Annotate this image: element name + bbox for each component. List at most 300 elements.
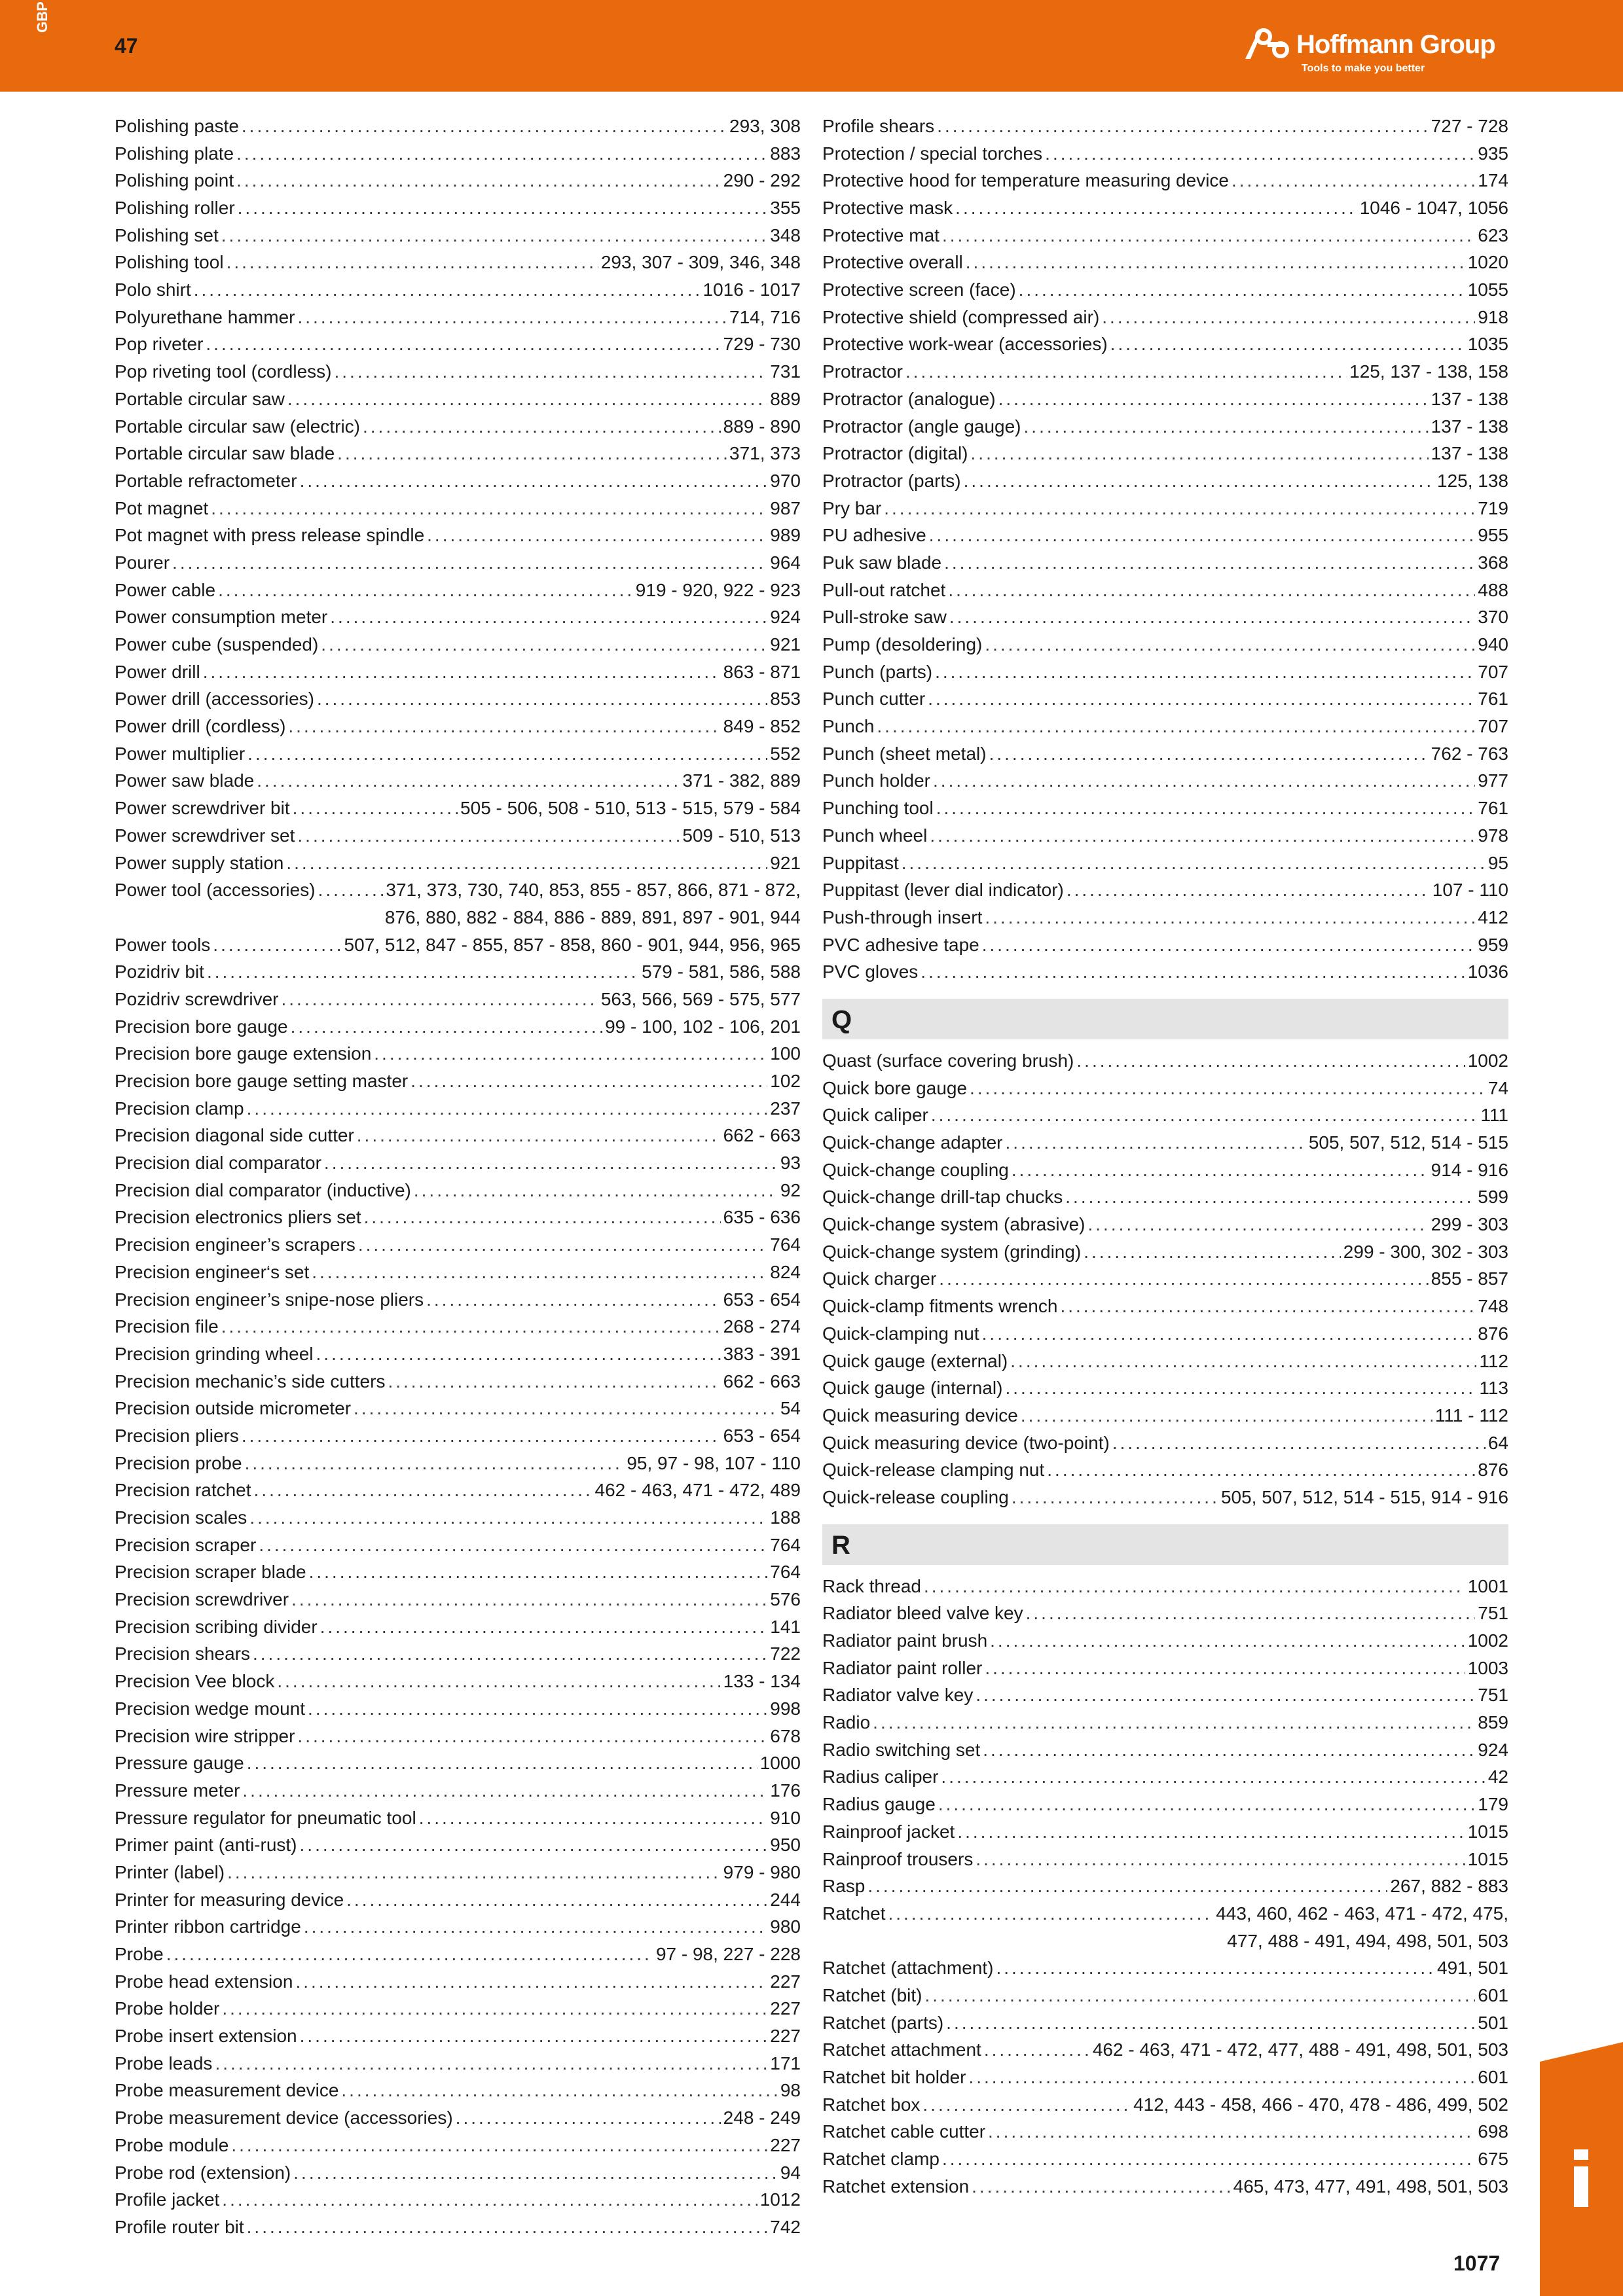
index-term: Probe insert extension	[115, 2026, 297, 2047]
index-pages: 42	[1487, 1767, 1508, 1787]
dot-leader	[259, 1532, 767, 1559]
index-entry	[822, 713, 1508, 740]
index-entry	[822, 904, 1508, 931]
index-pages: 1036	[1467, 961, 1508, 982]
logo-tagline: Tools to make you better	[1302, 63, 1425, 74]
index-pages: 94	[780, 2162, 801, 2183]
index-entry	[822, 113, 1508, 140]
index-entry	[822, 1954, 1508, 1982]
index-pages: 719	[1478, 497, 1508, 518]
index-term: Ratchet (parts)	[822, 2012, 944, 2033]
dot-leader	[286, 850, 767, 877]
index-term: Quick bore gauge	[822, 1077, 968, 1098]
index-term: Punch (parts)	[822, 661, 933, 682]
index-term: Pressure regulator for pneumatic tool	[115, 1807, 416, 1828]
index-pages: 635 - 636	[723, 1207, 801, 1228]
dot-leader	[1010, 1348, 1476, 1375]
dot-leader	[374, 1040, 767, 1067]
index-term: Protractor (parts)	[822, 470, 961, 491]
index-entry	[115, 2214, 801, 2241]
index-entry	[822, 958, 1508, 986]
dot-leader	[364, 1204, 721, 1231]
dot-leader	[957, 1818, 1465, 1846]
index-entry	[115, 1504, 801, 1532]
dot-leader	[221, 222, 768, 249]
dot-leader	[207, 958, 639, 986]
index-pages-continued: 477, 488 - 491, 494, 498, 501, 503	[1227, 1930, 1508, 1951]
index-term: Quick-change adapter	[822, 1132, 1003, 1153]
index-term: Pot magnet with press release spindle	[115, 525, 425, 546]
index-term: Precision probe	[115, 1452, 242, 1473]
index-entry	[115, 850, 801, 877]
index-term: Pull-out ratchet	[822, 579, 946, 600]
index-pages-continued: 876, 880, 882 - 884, 886 - 889, 891, 897 - 901, 944	[384, 906, 801, 927]
index-term: Portable circular saw	[115, 388, 285, 409]
index-term: Probe module	[115, 2134, 229, 2155]
index-term: Quick measuring device (two-point)	[822, 1432, 1110, 1453]
index-term: Pourer	[115, 552, 170, 573]
index-pages: 505, 507, 512, 514 - 515	[1308, 1132, 1508, 1153]
index-pages: 964	[770, 552, 801, 573]
index-pages: 853	[770, 689, 801, 709]
index-entry	[115, 1149, 801, 1177]
index-term: Ratchet cable cutter	[822, 2121, 986, 2142]
dot-leader	[985, 904, 1475, 931]
index-pages: 914 - 916	[1431, 1159, 1508, 1180]
index-pages: 576	[770, 1589, 801, 1610]
index-entry	[115, 1340, 801, 1368]
dot-leader	[1006, 1129, 1306, 1157]
dot-leader	[300, 1831, 768, 1859]
index-pages: 137 - 138	[1431, 443, 1508, 464]
index-entry	[115, 1368, 801, 1395]
dot-leader	[334, 358, 767, 386]
index-term: Protractor	[822, 361, 903, 382]
index-pages: 889 - 890	[723, 416, 801, 437]
index-entry	[822, 631, 1508, 658]
index-term: Power tool (accessories)	[115, 880, 316, 901]
index-entry	[115, 1968, 801, 1996]
index-term: Protractor (analogue)	[822, 388, 996, 409]
index-pages: 465, 473, 477, 491, 498, 501, 503	[1233, 2176, 1508, 2197]
dot-leader	[324, 1149, 778, 1177]
index-entry	[115, 876, 801, 904]
index-pages: 227	[770, 2026, 801, 2047]
dot-leader	[976, 1846, 1465, 1873]
index-entry	[822, 1681, 1508, 1709]
index-entry	[115, 1204, 801, 1232]
index-entry	[115, 113, 801, 140]
index-entry	[115, 1995, 801, 2022]
index-entry	[115, 140, 801, 168]
index-term: Quick-release coupling	[822, 1486, 1009, 1507]
dot-leader	[245, 1450, 625, 1477]
index-pages: 959	[1478, 934, 1508, 955]
index-entry	[115, 1450, 801, 1477]
dot-leader	[337, 440, 727, 467]
index-entry	[115, 713, 801, 740]
index-term: Quick-change drill-tap chucks	[822, 1187, 1063, 1208]
index-term: Ratchet bit holder	[822, 2067, 966, 2088]
index-pages: 579 - 581, 586, 588	[642, 961, 801, 982]
index-pages: 751	[1478, 1685, 1508, 1706]
index-pages: 675	[1478, 2149, 1508, 2170]
index-entry	[822, 386, 1508, 413]
index-pages: 141	[770, 1616, 801, 1637]
dot-leader	[297, 1723, 767, 1750]
index-pages: 1016 - 1017	[702, 279, 801, 300]
dot-leader	[1012, 1484, 1218, 1511]
index-term: Power cube (suspended)	[115, 634, 319, 655]
index-entry	[822, 222, 1508, 249]
index-term: Polishing tool	[115, 252, 224, 273]
index-entry	[115, 1613, 801, 1641]
index-term: Precision pliers	[115, 1425, 239, 1446]
index-pages: 764	[770, 1234, 801, 1255]
index-pages: 64	[1487, 1432, 1508, 1453]
dot-leader	[236, 167, 721, 194]
dot-leader	[935, 658, 1475, 686]
index-entry	[822, 768, 1508, 795]
index-pages: 1001	[1467, 1575, 1508, 1596]
index-pages: 299 - 303	[1431, 1214, 1508, 1235]
index-entry	[115, 1723, 801, 1750]
dot-leader	[253, 1640, 767, 1668]
index-entry	[115, 249, 801, 276]
dot-leader	[1231, 167, 1475, 194]
index-entry	[115, 1013, 801, 1041]
index-term: Power consumption meter	[115, 607, 328, 628]
index-entry	[115, 1804, 801, 1832]
index-group-p	[822, 113, 1508, 986]
index-term: Rainproof jacket	[822, 1821, 955, 1842]
index-term: PVC gloves	[822, 961, 919, 982]
index-entry	[822, 2036, 1508, 2064]
index-pages: 552	[770, 743, 801, 764]
index-entry	[115, 1641, 801, 1668]
dot-leader	[985, 1655, 1465, 1682]
dot-leader	[888, 1900, 1214, 1928]
dot-leader	[971, 440, 1429, 467]
index-entry	[822, 795, 1508, 822]
index-pages: 99 - 100, 102 - 106, 201	[605, 1016, 801, 1037]
index-term: Precision wedge mount	[115, 1698, 306, 1719]
dot-leader	[215, 2050, 767, 2077]
index-pages: 977	[1478, 770, 1508, 791]
index-pages: 1012	[759, 2189, 801, 2210]
index-entry	[115, 194, 801, 222]
index-pages: 623	[1478, 224, 1508, 245]
index-entry	[822, 1764, 1508, 1791]
index-term: Protective work-wear (accessories)	[822, 334, 1108, 355]
dot-leader	[297, 822, 680, 850]
dot-leader	[254, 1477, 593, 1504]
index-pages: 107 - 110	[1432, 880, 1508, 901]
index-entry	[822, 2064, 1508, 2091]
index-entry	[115, 1122, 801, 1149]
index-term: Profile jacket	[115, 2189, 220, 2210]
dot-leader	[218, 577, 633, 604]
index-pages: 919 - 920, 922 - 923	[635, 579, 801, 600]
dot-leader	[1045, 140, 1475, 168]
index-term: Punch (sheet metal)	[822, 743, 987, 764]
index-entry	[115, 658, 801, 686]
index-term: Precision shears	[115, 1643, 250, 1664]
index-entry	[115, 440, 801, 467]
index-entry	[822, 1211, 1508, 1238]
logo	[1244, 27, 1506, 80]
index-pages: 653 - 654	[723, 1425, 801, 1446]
index-entry	[822, 194, 1508, 222]
dot-leader	[1005, 1374, 1476, 1402]
index-entry	[115, 1095, 801, 1122]
index-entry	[822, 140, 1508, 168]
index-entry	[822, 1456, 1508, 1484]
index-term: Portable refractometer	[115, 470, 297, 491]
dot-leader	[972, 2173, 1230, 2200]
index-pages: 111 - 112	[1434, 1405, 1508, 1426]
index-entry	[115, 1668, 801, 1695]
index-entry	[115, 1941, 801, 1968]
index-term: Ratchet box	[822, 2094, 921, 2115]
index-pages: 371 - 382, 889	[682, 770, 801, 791]
index-entry	[822, 2091, 1508, 2119]
index-entry	[115, 822, 801, 850]
index-entry	[115, 931, 801, 959]
index-term: Quick measuring device	[822, 1405, 1018, 1426]
index-pages: 137 - 138	[1431, 388, 1508, 409]
dot-leader	[410, 1067, 767, 1095]
index-pages: 491, 501	[1437, 1958, 1508, 1979]
dot-leader	[1060, 1293, 1475, 1320]
dot-leader	[877, 713, 1475, 740]
index-term: Precision outside micrometer	[115, 1398, 352, 1419]
dot-leader	[242, 1422, 721, 1450]
dot-leader	[247, 1095, 768, 1122]
index-term: Probe rod (extension)	[115, 2162, 291, 2183]
index-pages: 54	[780, 1398, 801, 1419]
index-term: Precision dial comparator	[115, 1153, 321, 1174]
index-term: Quick charger	[822, 1268, 937, 1289]
index-pages: 662 - 663	[723, 1125, 801, 1146]
index-pages: 299 - 300, 302 - 303	[1343, 1241, 1508, 1262]
dot-leader	[456, 2104, 721, 2132]
index-pages: 998	[770, 1698, 801, 1719]
dot-leader	[942, 2145, 1475, 2173]
dot-leader	[1087, 1211, 1428, 1238]
dot-leader	[1024, 413, 1429, 440]
dot-leader	[948, 577, 1475, 604]
index-term: Precision bore gauge setting master	[115, 1071, 409, 1092]
index-entry	[115, 2077, 801, 2105]
index-pages: 92	[780, 1179, 801, 1200]
index-term: Quick-release clamping nut	[822, 1460, 1045, 1480]
dot-leader	[998, 386, 1429, 413]
index-pages: 267, 882 - 883	[1390, 1876, 1508, 1897]
index-term: Precision grinding wheel	[115, 1343, 314, 1364]
index-entry	[115, 1695, 801, 1723]
index-term: Profile shears	[822, 115, 935, 136]
dot-leader	[213, 931, 341, 959]
index-pages: 727 - 728	[1431, 115, 1508, 136]
index-term: Probe head extension	[115, 1971, 293, 1992]
index-term: Polishing roller	[115, 198, 235, 219]
index-term: Quick-change coupling	[822, 1159, 1009, 1180]
index-pages: 227	[770, 1998, 801, 2019]
index-entry	[822, 1047, 1508, 1075]
index-term: Portable circular saw (electric)	[115, 416, 360, 437]
index-entry	[822, 1348, 1508, 1375]
index-term: Rack thread	[822, 1575, 921, 1596]
index-entry	[822, 1655, 1508, 1682]
dot-leader	[1047, 1456, 1475, 1484]
index-term: Profile router bit	[115, 2216, 244, 2237]
index-entry	[822, 822, 1508, 850]
dot-leader	[938, 1791, 1475, 1818]
index-pages: 601	[1478, 2067, 1508, 2088]
index-pages: 171	[770, 2053, 801, 2073]
index-pages: 174	[1478, 170, 1508, 191]
index-entry	[115, 2159, 801, 2187]
index-pages: 462 - 463, 471 - 472, 489	[594, 1480, 801, 1501]
index-entry	[822, 1818, 1508, 1846]
index-pages: 95, 97 - 98, 107 - 110	[627, 1452, 801, 1473]
index-entry	[822, 1157, 1508, 1184]
dot-leader	[388, 1368, 720, 1395]
dot-leader	[985, 631, 1475, 658]
index-entry	[822, 1293, 1508, 1320]
index-pages: 955	[1478, 525, 1508, 546]
index-term: Printer (label)	[115, 1861, 225, 1882]
index-pages: 348	[770, 224, 801, 245]
index-entry	[822, 931, 1508, 959]
dot-leader	[928, 685, 1475, 713]
dot-leader	[257, 767, 680, 795]
index-pages: 102	[770, 1071, 801, 1092]
index-term: Precision engineer’s snipe-nose pliers	[115, 1289, 424, 1310]
index-entry	[115, 603, 801, 631]
index-pages: 176	[770, 1780, 801, 1801]
index-pages: 601	[1478, 1984, 1508, 2005]
index-pages: 355	[770, 198, 801, 219]
index-term: Precision scribing divider	[115, 1616, 318, 1637]
index-term: Precision scales	[115, 1507, 247, 1528]
index-pages: 95	[1487, 852, 1508, 873]
index-entry	[822, 876, 1508, 904]
section-header-q	[822, 999, 1508, 1039]
index-entry	[822, 1600, 1508, 1627]
index-pages: 133 - 134	[723, 1671, 801, 1692]
index-pages: 599	[1478, 1187, 1508, 1208]
index-entry	[115, 1177, 801, 1204]
index-entry	[115, 1831, 801, 1859]
index-term: Precision scraper	[115, 1534, 257, 1555]
index-term: Protective shield (compressed air)	[822, 306, 1100, 327]
dot-leader	[312, 1259, 767, 1286]
index-entry	[115, 2132, 801, 2159]
index-term: Quick-change system (grinding)	[822, 1241, 1082, 1262]
dot-leader	[867, 1873, 1387, 1900]
index-entry	[822, 276, 1508, 304]
index-pages: 488	[1478, 579, 1508, 600]
index-pages: 1000	[759, 1753, 801, 1774]
index-term: Polishing paste	[115, 115, 239, 136]
index-entry	[822, 1075, 1508, 1102]
dot-leader	[1076, 1047, 1465, 1075]
index-term: Polishing plate	[115, 143, 234, 164]
index-entry	[115, 167, 801, 194]
index-entry	[822, 2118, 1508, 2145]
index-term: Precision file	[115, 1316, 219, 1337]
logo-name: Hoffmann Group	[1296, 30, 1495, 59]
index-term: Ratchet attachment	[822, 2039, 981, 2060]
index-entry	[115, 1886, 801, 1914]
index-term: Power screwdriver bit	[115, 798, 290, 819]
dot-leader	[203, 658, 721, 686]
index-term: Protractor (angle gauge)	[822, 416, 1021, 437]
index-term: Pop riveter	[115, 334, 204, 355]
hoffmann-logo-icon	[1244, 27, 1296, 62]
index-pages: 714, 716	[729, 306, 801, 327]
index-term: Power drill (accessories)	[115, 689, 314, 709]
index-entry	[822, 1238, 1508, 1266]
index-term: Precision mechanic’s side cutters	[115, 1371, 386, 1391]
dot-leader	[1112, 1429, 1486, 1457]
index-entry	[115, 986, 801, 1013]
dot-leader	[966, 249, 1465, 276]
dot-leader	[354, 1395, 778, 1422]
index-entry	[822, 685, 1508, 713]
index-pages: 244	[770, 1889, 801, 1910]
index-term: Pozidriv screwdriver	[115, 988, 279, 1009]
dot-leader	[949, 603, 1475, 631]
index-pages: 849 - 852	[723, 716, 801, 737]
index-term: Precision bore gauge	[115, 1016, 288, 1037]
index-entry	[115, 1586, 801, 1613]
dot-leader	[1110, 331, 1465, 358]
dot-leader	[1026, 1600, 1476, 1627]
index-term: Quick-change system (abrasive)	[822, 1214, 1085, 1235]
dot-leader	[944, 549, 1475, 577]
index-entry	[115, 413, 801, 440]
dot-leader	[363, 413, 721, 440]
dot-leader	[1067, 876, 1430, 904]
index-pages: 98	[780, 2080, 801, 2101]
index-pages: 563, 566, 569 - 575, 577	[600, 988, 801, 1009]
index-pages: 113	[1479, 1378, 1508, 1399]
index-entry	[115, 1231, 801, 1259]
dot-leader	[330, 603, 767, 631]
info-tab	[1540, 2042, 1623, 2296]
dot-leader	[320, 1613, 768, 1641]
index-pages: 824	[770, 1261, 801, 1282]
dot-leader	[227, 1859, 721, 1886]
dot-leader	[222, 2186, 757, 2214]
index-term: Power supply station	[115, 852, 284, 873]
index-entry	[822, 1846, 1508, 1873]
index-pages: 1002	[1467, 1630, 1508, 1651]
index-term: Precision scraper blade	[115, 1562, 306, 1583]
index-pages: 970	[770, 470, 801, 491]
index-pages: 761	[1478, 798, 1508, 819]
index-term: Power drill	[115, 661, 200, 682]
dot-leader	[426, 1286, 721, 1314]
index-term: Push-through insert	[822, 906, 983, 927]
index-pages: 921	[770, 852, 801, 873]
section-letter-q: Q	[831, 1005, 852, 1034]
index-term: Pull-stroke saw	[822, 607, 947, 628]
index-entry	[115, 1749, 801, 1777]
